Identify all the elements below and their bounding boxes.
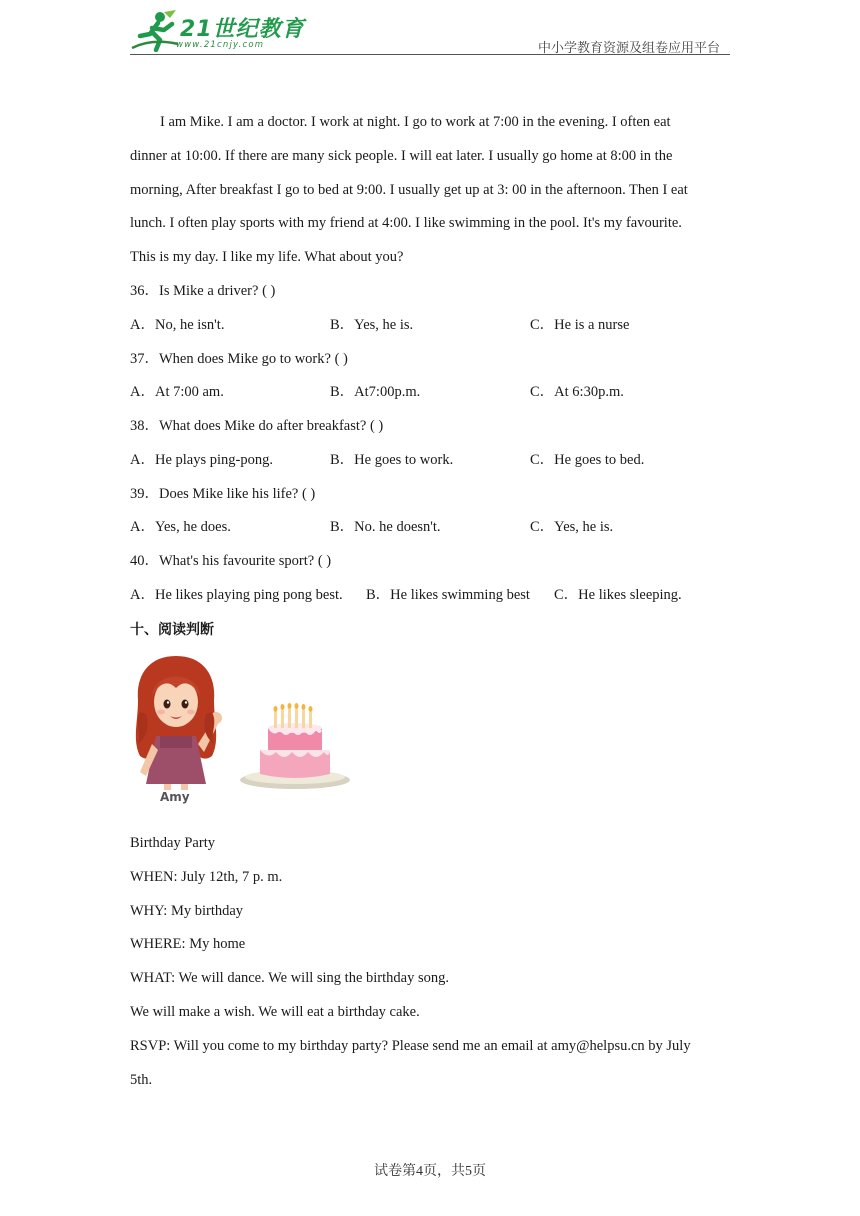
question-38: 38．What does Mike do after breakfast? ( ) bbox=[130, 418, 384, 434]
invitation-title: Birthday Party bbox=[130, 835, 215, 851]
passage-line: lunch. I often play sports with my friend at 4:00. I like swimming in the pool. It's my favourite. bbox=[130, 215, 682, 231]
option-b: B．Yes, he is. bbox=[330, 317, 414, 333]
invitation-rsvp-cont: 5th. bbox=[130, 1072, 153, 1088]
option-c: C．He goes to bed. bbox=[530, 452, 645, 468]
option-b: B．At7:00p.m. bbox=[330, 384, 421, 400]
logo-url: www.21cnjy.com bbox=[176, 40, 265, 50]
logo-text: 21世纪教育 bbox=[180, 17, 305, 42]
invitation-what: WHAT: We will dance. We will sing the birthday song. bbox=[130, 970, 449, 986]
invitation-when: WHEN: July 12th, 7 p. m. bbox=[130, 869, 283, 885]
option-b: B．He likes swimming best bbox=[366, 587, 530, 603]
passage-line: dinner at 10:00. If there are many sick people. I will eat later. I usually go home at 8:00 in the bbox=[130, 148, 673, 164]
invitation-rsvp: RSVP: Will you come to my birthday party? Please send me an email at amy@helpsu.cn by July bbox=[130, 1038, 691, 1054]
site-logo bbox=[130, 8, 305, 52]
header-divider bbox=[130, 54, 730, 55]
amy-illustration bbox=[130, 652, 222, 812]
option-b: B．He goes to work. bbox=[330, 452, 454, 468]
option-a: A．He plays ping-pong. bbox=[130, 452, 273, 468]
option-a: A．Yes, he does. bbox=[130, 519, 231, 535]
question-36: 36．Is Mike a driver? ( ) bbox=[130, 283, 276, 299]
page-footer: 试卷第4页，共5页 bbox=[374, 1164, 486, 1179]
invitation-why: WHY: My birthday bbox=[130, 903, 244, 919]
option-c: C．At 6:30p.m. bbox=[530, 384, 624, 400]
site-tagline: 中小学教育资源及组卷应用平台 bbox=[537, 40, 720, 55]
option-c: C．He likes sleeping. bbox=[554, 587, 682, 603]
passage-line: This is my day. I like my life. What about you? bbox=[130, 249, 404, 265]
option-c: C．Yes, he is. bbox=[530, 519, 614, 535]
amy-caption: Amy bbox=[160, 790, 190, 804]
birthday-cake-illustration bbox=[238, 700, 352, 792]
option-c: C．He is a nurse bbox=[530, 317, 630, 333]
invitation-what-cont: We will make a wish. We will eat a birthday cake. bbox=[130, 1004, 420, 1020]
option-b: B．No. he doesn't. bbox=[330, 519, 441, 535]
option-a: A．He likes playing ping pong best. bbox=[130, 587, 343, 603]
runner-icon bbox=[130, 8, 180, 52]
passage-line: morning, After breakfast I go to bed at 9:00. I usually get up at 3: 00 in the afternoon. Then I eat bbox=[130, 182, 688, 198]
question-40: 40．What's his favourite sport? ( ) bbox=[130, 553, 332, 569]
invitation-where: WHERE: My home bbox=[130, 936, 246, 952]
option-a: A．At 7:00 am. bbox=[130, 384, 224, 400]
section-title: 十、阅读判断 bbox=[130, 622, 214, 638]
passage-line: I am Mike. I am a doctor. I work at night. I go to work at 7:00 in the evening. I often eat bbox=[160, 114, 671, 130]
question-39: 39．Does Mike like his life? ( ) bbox=[130, 486, 316, 502]
question-37: 37．When does Mike go to work? ( ) bbox=[130, 351, 348, 367]
page-header bbox=[130, 8, 730, 56]
option-a: A．No, he isn't. bbox=[130, 317, 225, 333]
